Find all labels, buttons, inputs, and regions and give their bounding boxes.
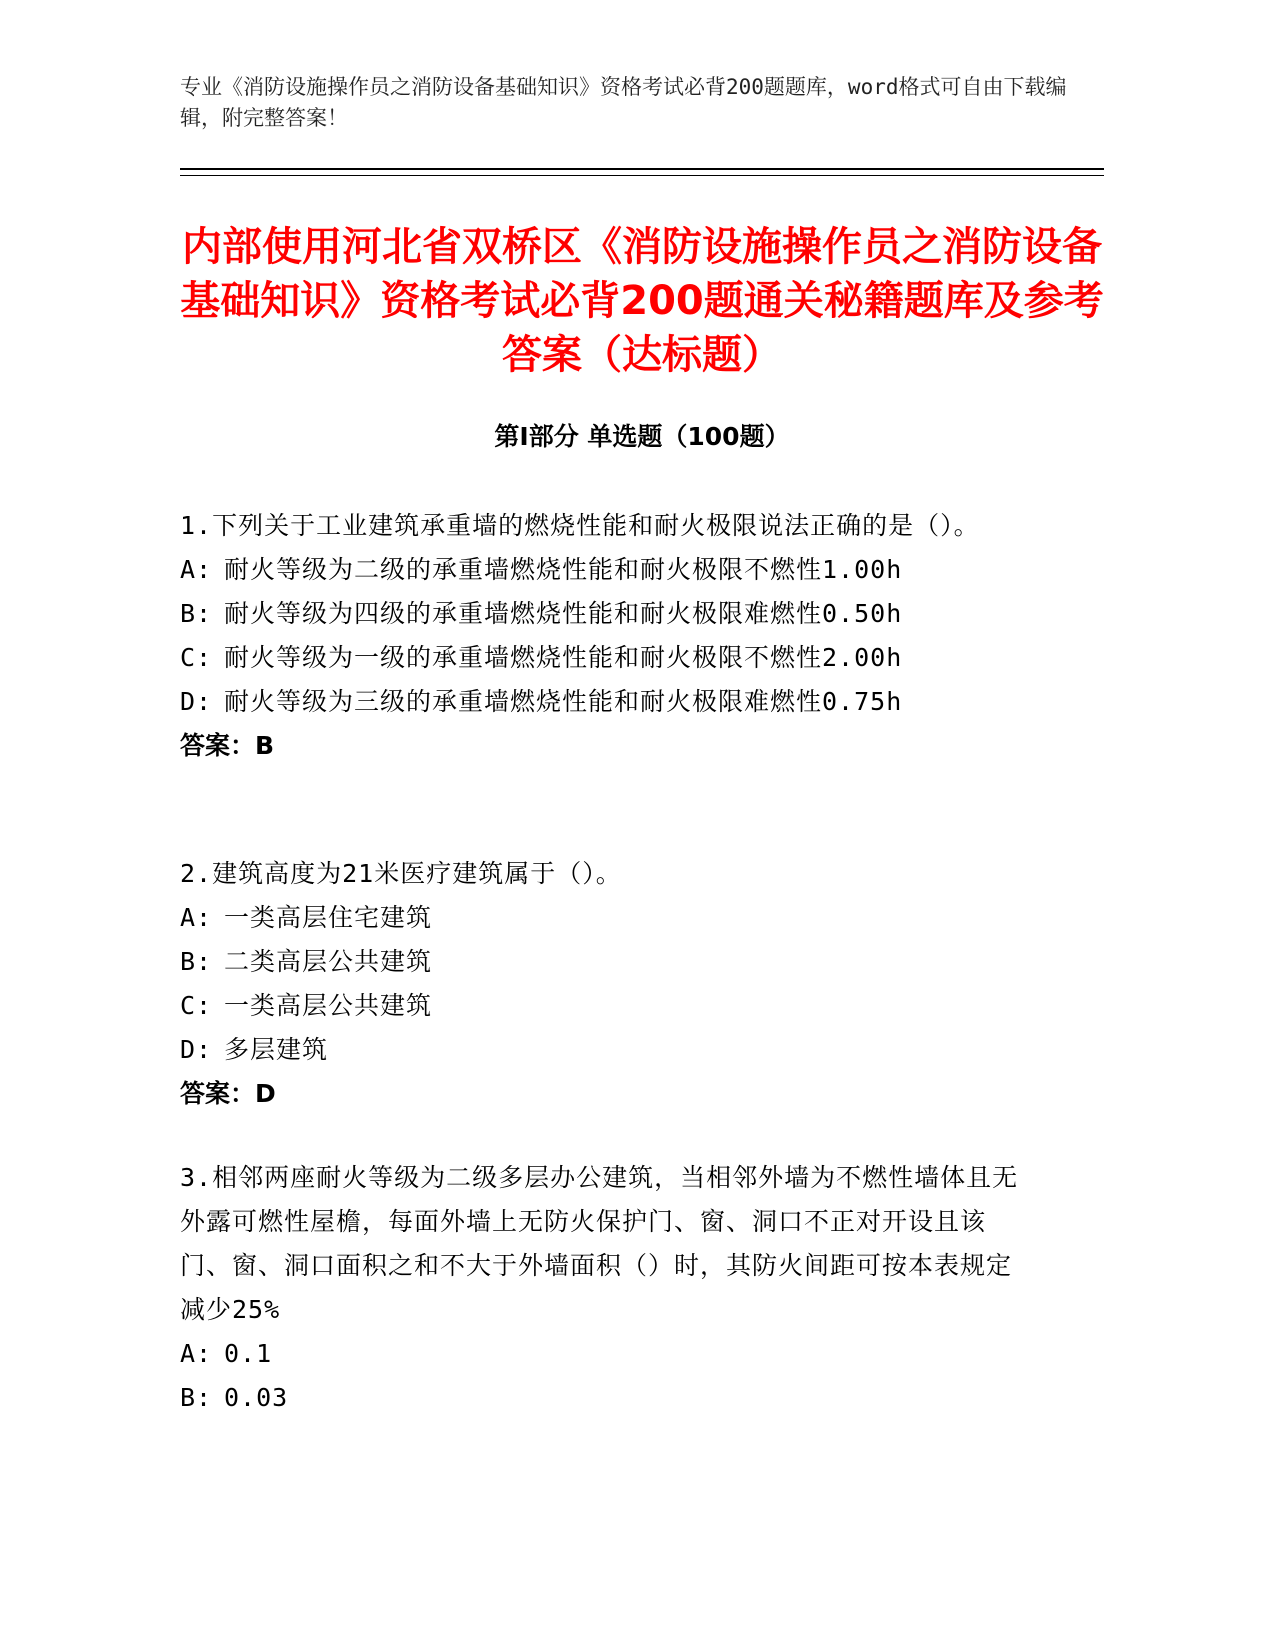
header-divider-thin <box>180 175 1104 176</box>
option-c <box>180 984 1020 1028</box>
option-text: 一类高层住宅建筑 <box>224 903 433 932</box>
question-1 <box>180 504 1020 768</box>
section-title: 第Ⅰ部分 单选题（100题） <box>494 422 790 451</box>
document-title: 内部使用河北省双桥区《消防设施操作员之消防设备基础知识》资格考试必背200题通关秘籍题库及参考答案（达标题） <box>180 224 1104 378</box>
option-letter: A: <box>180 555 213 584</box>
option-d <box>180 680 1020 724</box>
option-text: 二类高层公共建筑 <box>224 947 433 976</box>
question-2 <box>180 852 1020 1116</box>
option-d <box>180 1028 1020 1072</box>
question-stem: 2.建筑高度为21米医疗建筑属于（）。 <box>180 859 622 888</box>
option-b <box>180 1376 1020 1420</box>
question-stem: 1.下列关于工业建筑承重墙的燃烧性能和耐火极限说法正确的是（）。 <box>180 511 980 540</box>
option-letter: A: <box>180 903 213 932</box>
option-text: 多层建筑 <box>224 1035 329 1064</box>
answer-label: 答案：D <box>180 1079 276 1108</box>
question-stem: 3.相邻两座耐火等级为二级多层办公建筑，当相邻外墙为不燃性墙体且无外露可燃性屋檐，每面外墙上无防火保护门、窗、洞口不正对开设且该门、窗、洞口面积之和不大于外墙面积（）时，其防火间距可按本表规定减少25% <box>180 1163 1019 1324</box>
option-b <box>180 940 1020 984</box>
option-c <box>180 636 1020 680</box>
option-text: 耐火等级为二级的承重墙燃烧性能和耐火极限不燃性1.00h <box>224 555 903 584</box>
option-letter: B: <box>180 599 213 628</box>
option-text: 耐火等级为三级的承重墙燃烧性能和耐火极限难燃性0.75h <box>224 687 903 716</box>
answer-label: 答案：B <box>180 731 275 760</box>
option-letter: D: <box>180 1035 213 1064</box>
option-b <box>180 592 1020 636</box>
option-text: 耐火等级为一级的承重墙燃烧性能和耐火极限不燃性2.00h <box>224 643 903 672</box>
option-a <box>180 896 1020 940</box>
option-text: 0.1 <box>224 1339 273 1368</box>
option-letter: A: <box>180 1339 213 1368</box>
option-text: 0.03 <box>224 1383 289 1412</box>
option-letter: B: <box>180 1383 213 1412</box>
option-letter: B: <box>180 947 213 976</box>
question-3 <box>180 1156 1020 1420</box>
header-divider-thick <box>180 168 1104 170</box>
option-text: 耐火等级为四级的承重墙燃烧性能和耐火极限难燃性0.50h <box>224 599 903 628</box>
option-a <box>180 1332 1020 1376</box>
option-a <box>180 548 1020 592</box>
option-letter: C: <box>180 643 213 672</box>
option-letter: D: <box>180 687 213 716</box>
header-note: 专业《消防设施操作员之消防设备基础知识》资格考试必背200题题库，word格式可自由下载编辑，附完整答案！ <box>180 75 1067 130</box>
option-text: 一类高层公共建筑 <box>224 991 433 1020</box>
option-letter: C: <box>180 991 213 1020</box>
